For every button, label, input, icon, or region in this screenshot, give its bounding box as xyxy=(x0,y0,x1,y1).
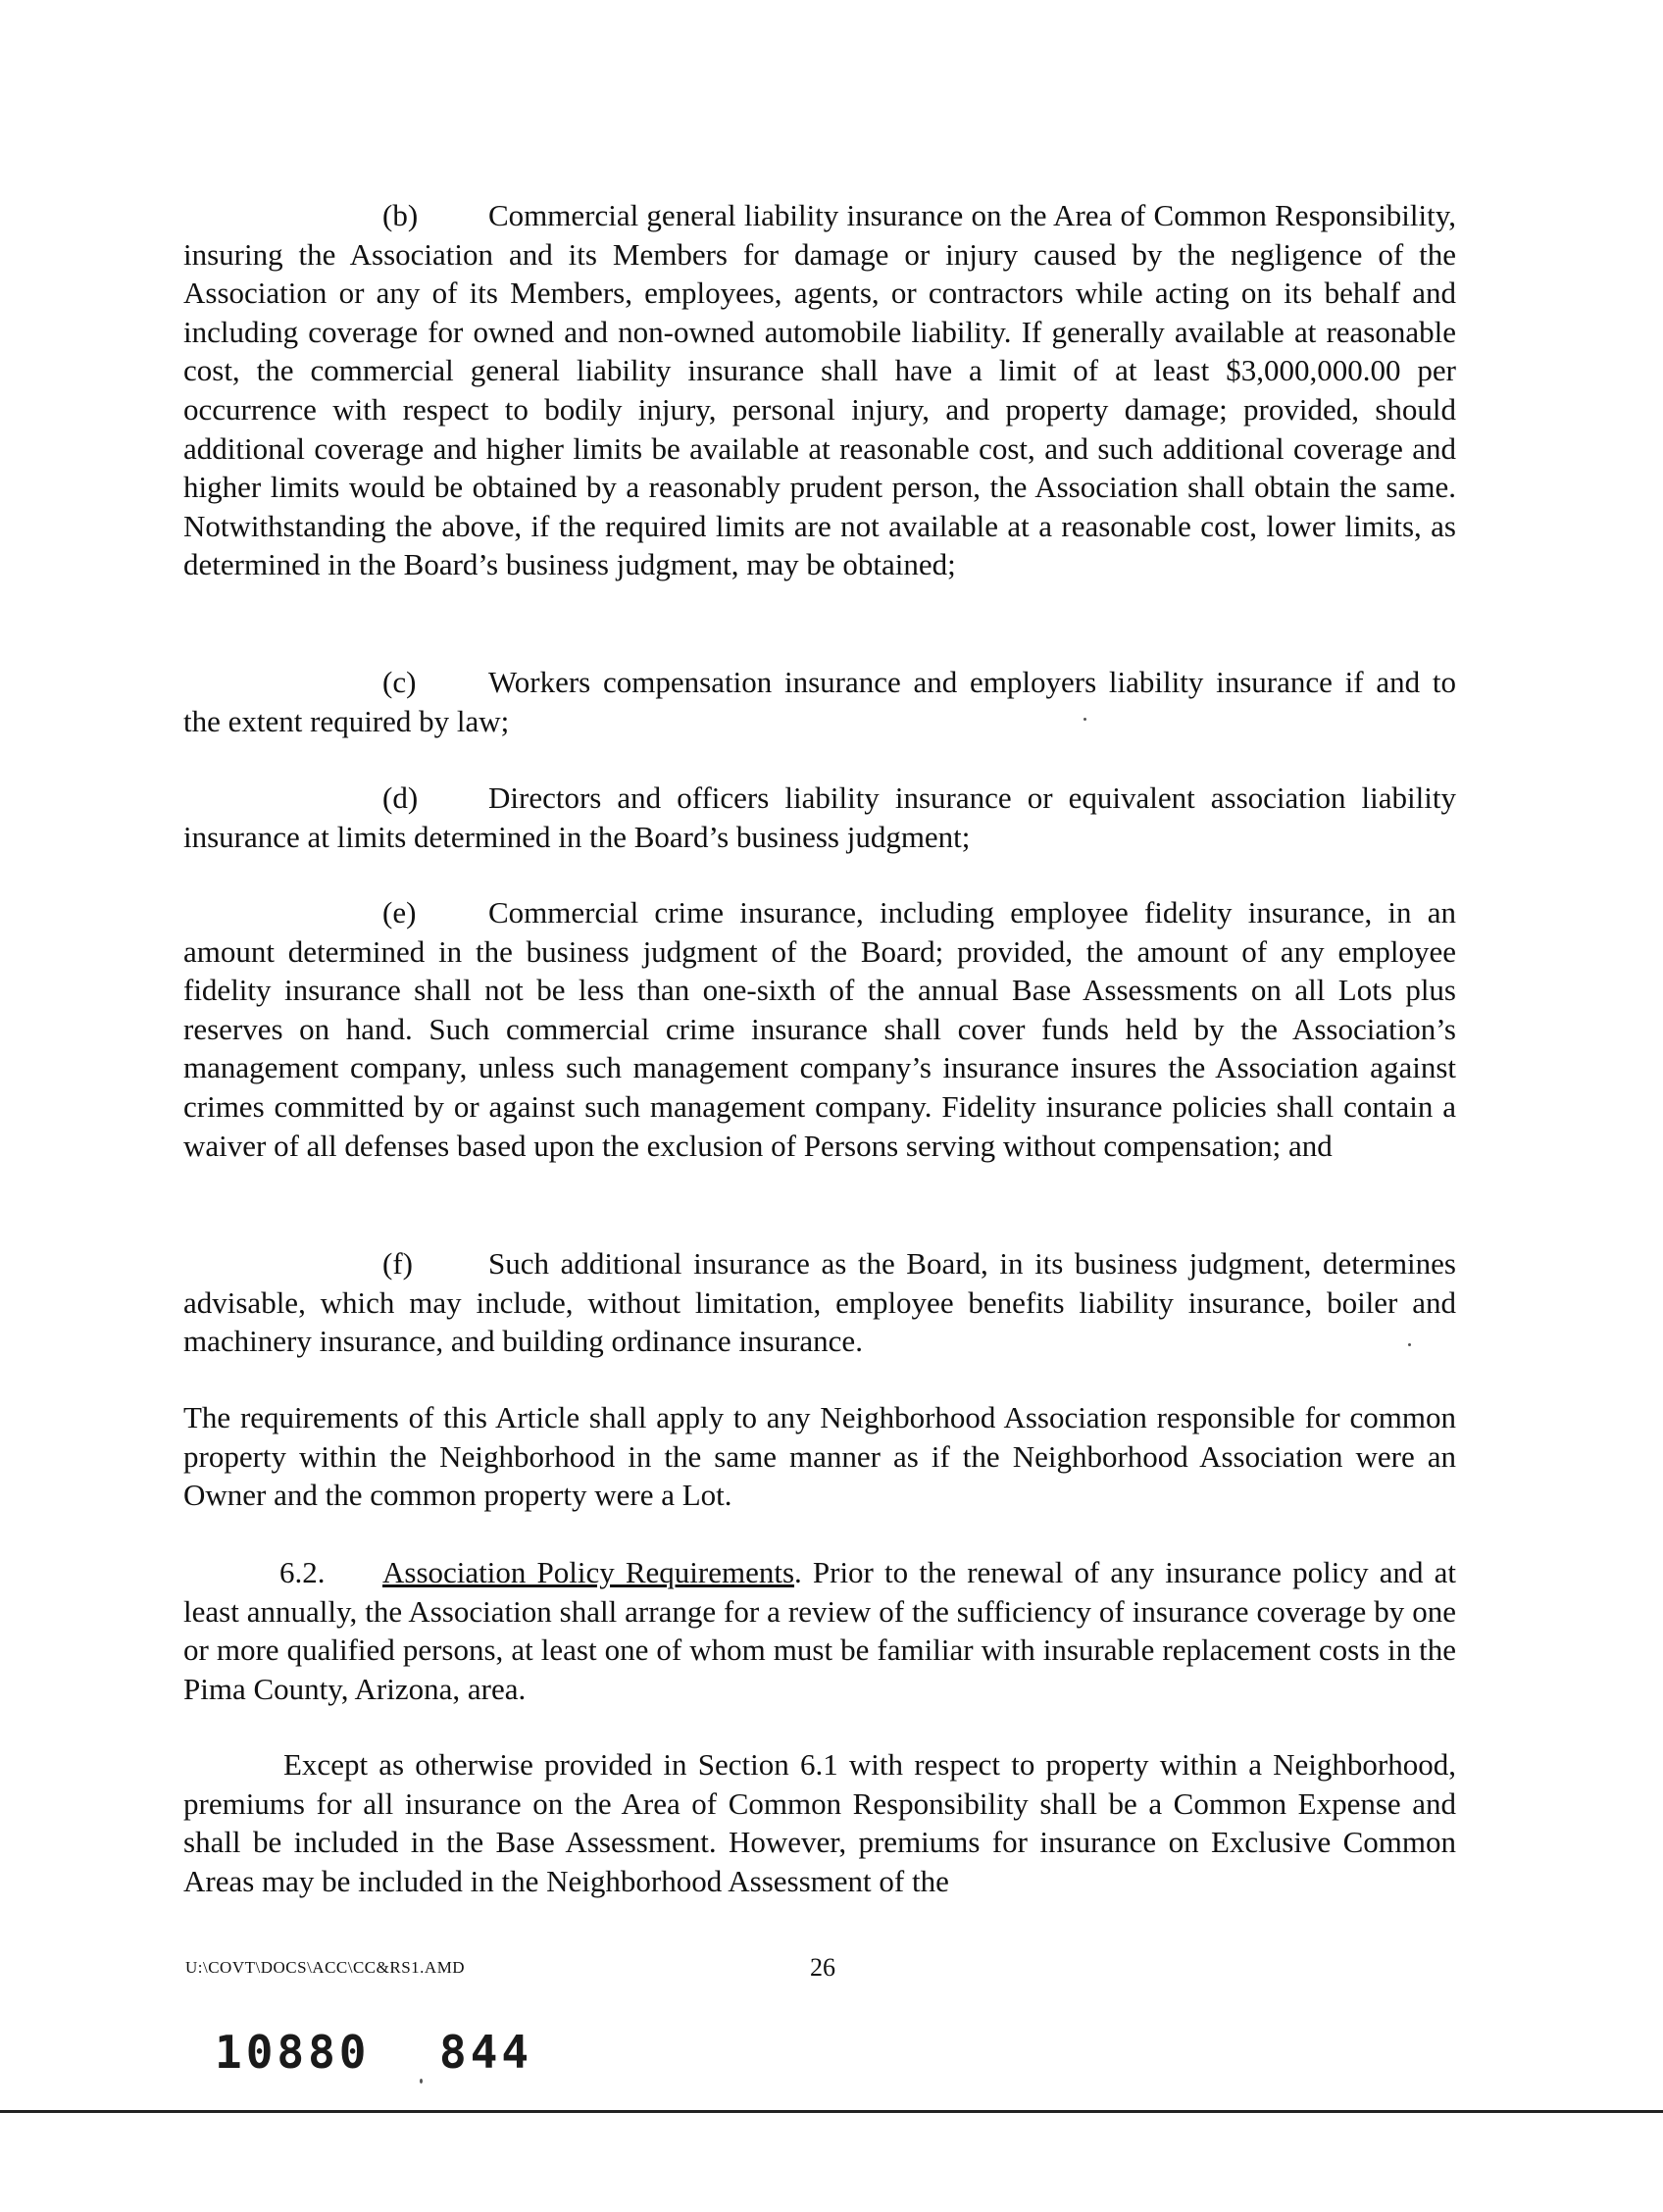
paragraph-c-label: (c) xyxy=(382,665,417,699)
paragraph-f-text: Such additional insurance as the Board, in its business judgment, determines advisable, which may include, without limitation, employee benefits liability insurance, boiler and machinery insurance, and building ordinance insurance. xyxy=(183,1246,1456,1359)
section-6-2 xyxy=(183,1553,1456,1708)
paragraph-except-text: Except as otherwise provided in Section 6.1 with respect to property within a Neighborhood, premiums for all insurance on the Area of Common Responsibility shall be a Common Expense and shall be included in the Base Assessment. However, premiums for insurance on Exclusive Common Areas may be included in the Neighborhood Assessment of the xyxy=(183,1747,1456,1898)
scan-speck xyxy=(1083,718,1086,721)
paragraph-e-label: (e) xyxy=(382,895,417,930)
paragraph-except xyxy=(183,1745,1456,1900)
footer-file-path: U:\COVT\DOCS\ACC\CC&RS1.AMD xyxy=(185,1958,466,1977)
paragraph-c xyxy=(183,663,1456,740)
scan-speck xyxy=(420,2079,423,2084)
paragraph-d-label: (d) xyxy=(382,780,419,815)
footer-page-number: 26 xyxy=(810,1953,835,1982)
paragraph-d xyxy=(183,779,1456,856)
paragraph-e-text: Commercial crime insurance, including employee fidelity insurance, in an amount determined in the business judgment of the Board; provided, the amount of any employee fidelity insurance shall not be less than one-sixth of the annual Base Assessments on all Lots plus reserves on hand. Such commercial crime insurance shall cover funds held by the Association’s management company, unless such management company’s insurance insures the Association against crimes committed by or against such management company. Fidelity insurance policies shall contain a waiver of all defenses based upon the exclusion of Persons serving without compensation; and xyxy=(183,895,1456,1163)
paragraph-requirements: The requirements of this Article shall apply to any Neighborhood Association responsible for common property within the Neighborhood in the same manner as if the Neighborhood Association were an Owner and the common property were a Lot. xyxy=(183,1400,1456,1513)
scan-speck xyxy=(1408,1343,1411,1346)
paragraph-c-text: Workers compensation insurance and employers liability insurance if and to the extent required by law; xyxy=(183,665,1456,738)
paragraph-b-text: Commercial general liability insurance on the Area of Common Responsibility, insuring the Association and its Members for damage or injury caused by the negligence of the Association or any of its Members, employees, agents, or contractors while acting on its behalf and including coverage for owned and non-owned automobile liability. If generally available at reasonable cost, the commercial general liability insurance shall have a limit of at least $3,000,000.00 per occurrence with respect to bodily injury, personal injury, and property damage; provided, should additional coverage and higher limits be available at reasonable cost, and such additional coverage and higher limits would be obtained by a reasonably prudent person, the Association shall obtain the same. Notwithstanding the above, if the required limits are not available at a reasonable cost, lower limits, as determined in the Board’s business judgment, may be obtained; xyxy=(183,198,1456,582)
section-6-2-number: 6.2. xyxy=(279,1555,326,1589)
section-6-2-text: . Prior to the renewal of any insurance policy and at least annually, the Association shall arrange for a review of the sufficiency of insurance coverage by one or more qualified persons, at least one of whom must be familiar with insurable replacement costs in the Pima County, Arizona, area. xyxy=(183,1555,1456,1706)
paragraph-b xyxy=(183,196,1456,584)
paragraph-d-text: Directors and officers liability insurance or equivalent association liability insurance at limits determined in the Board’s business judgment; xyxy=(183,780,1456,854)
paragraph-f-label: (f) xyxy=(382,1246,413,1281)
paragraph-e xyxy=(183,893,1456,1165)
docket-stamp-number: 10880 xyxy=(215,2026,371,2079)
paragraph-b-label: (b) xyxy=(382,198,419,232)
docket-stamp-page: 844 xyxy=(439,2026,533,2079)
section-6-2-heading: Association Policy Requirements xyxy=(382,1555,795,1589)
bottom-rule xyxy=(0,2110,1663,2113)
paragraph-f xyxy=(183,1244,1456,1361)
